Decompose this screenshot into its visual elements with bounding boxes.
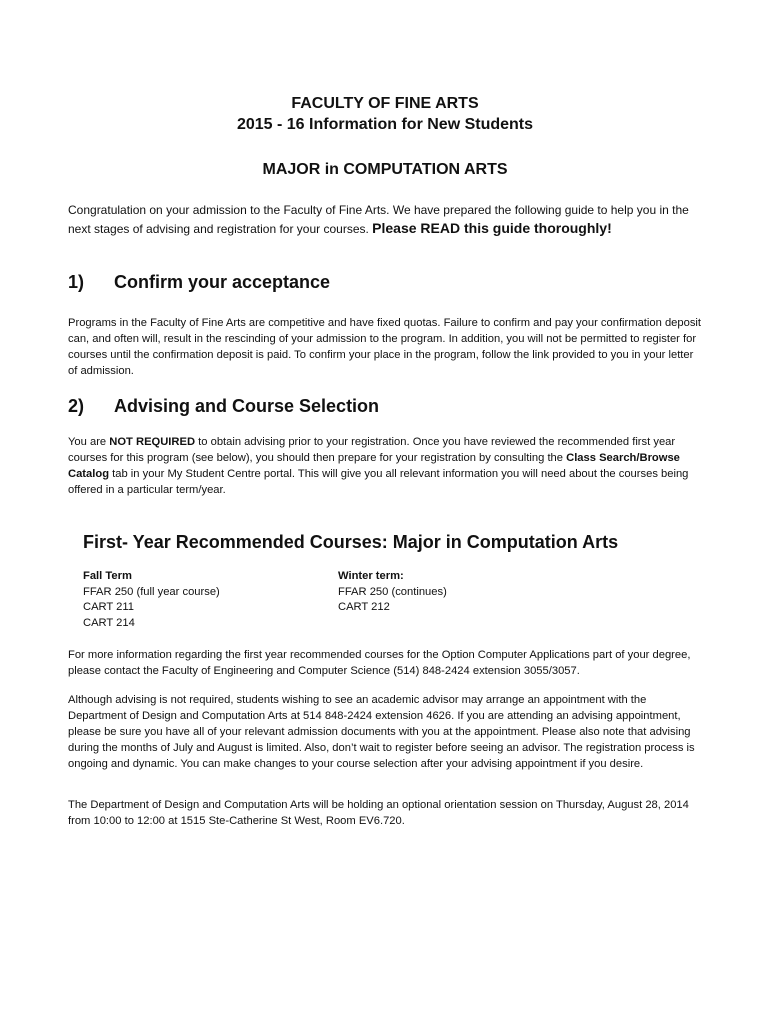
section-number: 2) (68, 396, 85, 416)
intro-paragraph (68, 201, 702, 238)
section-title: Advising and Course Selection (114, 396, 380, 416)
course-item: FFAR 250 (continues) (338, 585, 447, 598)
course-item: FFAR 250 (full year course) (83, 585, 220, 598)
winter-term-list (338, 569, 578, 616)
faculty-title: FACULTY OF FINE ARTS (291, 95, 479, 112)
intro-text: Congratulation on your admission to the Faculty of Fine Arts. We have prepared the following guide to help you in the next stages of advising and registration for your courses. (68, 203, 689, 236)
section-heading-confirm (68, 270, 330, 294)
section-number: 1) (68, 272, 85, 292)
winter-term-heading: Winter term: (338, 570, 404, 582)
fall-term-heading: Fall Term (83, 570, 132, 582)
orientation-paragraph: The Department of Design and Computation Arts will be holding an optional orientation session on Thursday, August 28, 2014 from 10:00 to 12:00 at 1515 Ste-Catherine St West, Room EV6.720. (68, 799, 689, 827)
advising-note-paragraph: Although advising is not required, students wishing to see an academic advisor may arrange an appointment with the Department of Design and Computation Arts at 514 848-2424 extension 4626. If you are attending an advising appointment, please be sure you have all of your relevant admission documents with you at the appointment. Please also note that advising during the months of July and August is limited. Also, don’t wait to register before seeing an advisor. The registration process is ongoing and dynamic. You can make changes to your course selection after your advising appointment if you desire. (68, 694, 695, 770)
advising-paragraph (68, 434, 702, 498)
courses-heading: First- Year Recommended Courses: Major in Computation Arts (83, 532, 619, 552)
major-title: MAJOR in COMPUTATION ARTS (262, 161, 508, 178)
section-title: Confirm your acceptance (114, 272, 331, 292)
class-search-emphasis: Class Search/Browse Catalog (68, 452, 680, 480)
not-required-emphasis: NOT REQUIRED (109, 436, 196, 448)
advising-text: You are (68, 436, 110, 448)
course-item: CART 212 (338, 601, 390, 613)
section-heading-advising (68, 394, 379, 418)
confirm-paragraph: Programs in the Faculty of Fine Arts are competitive and have fixed quotas. Failure to confirm and pay your confirmation deposit can, and often will, result in the rescinding of your admission to the program. In addition, you will not be permitted to register for courses until the confirmation deposit is paid. To confirm your place in the program, follow the link provided to you in your letter of admission. (68, 317, 702, 377)
intro-emphasis: Please READ this guide thoroughly! (372, 220, 612, 236)
course-item: CART 214 (83, 616, 135, 629)
course-item: CART 211 (83, 601, 134, 613)
more-info-paragraph: For more information regarding the first year recommended courses for the Option Computer Applications part of your degree, please contact the Faculty of Engineering and Computer Science (514) 848-2424 extension 3055/3057. (68, 649, 691, 677)
info-title: 2015 - 16 Information for New Students (236, 116, 534, 133)
advising-text: tab in your My Student Centre portal. This will give you all relevant information you will need about the courses being offered in a particular term/year. (68, 468, 689, 496)
document-header (0, 93, 770, 135)
fall-term-list (83, 569, 323, 631)
advising-text: to obtain advising prior to your registration. Once you have reviewed the recommended first year courses for this program (see below), you should then prepare for your registration by consulting the (68, 436, 676, 464)
